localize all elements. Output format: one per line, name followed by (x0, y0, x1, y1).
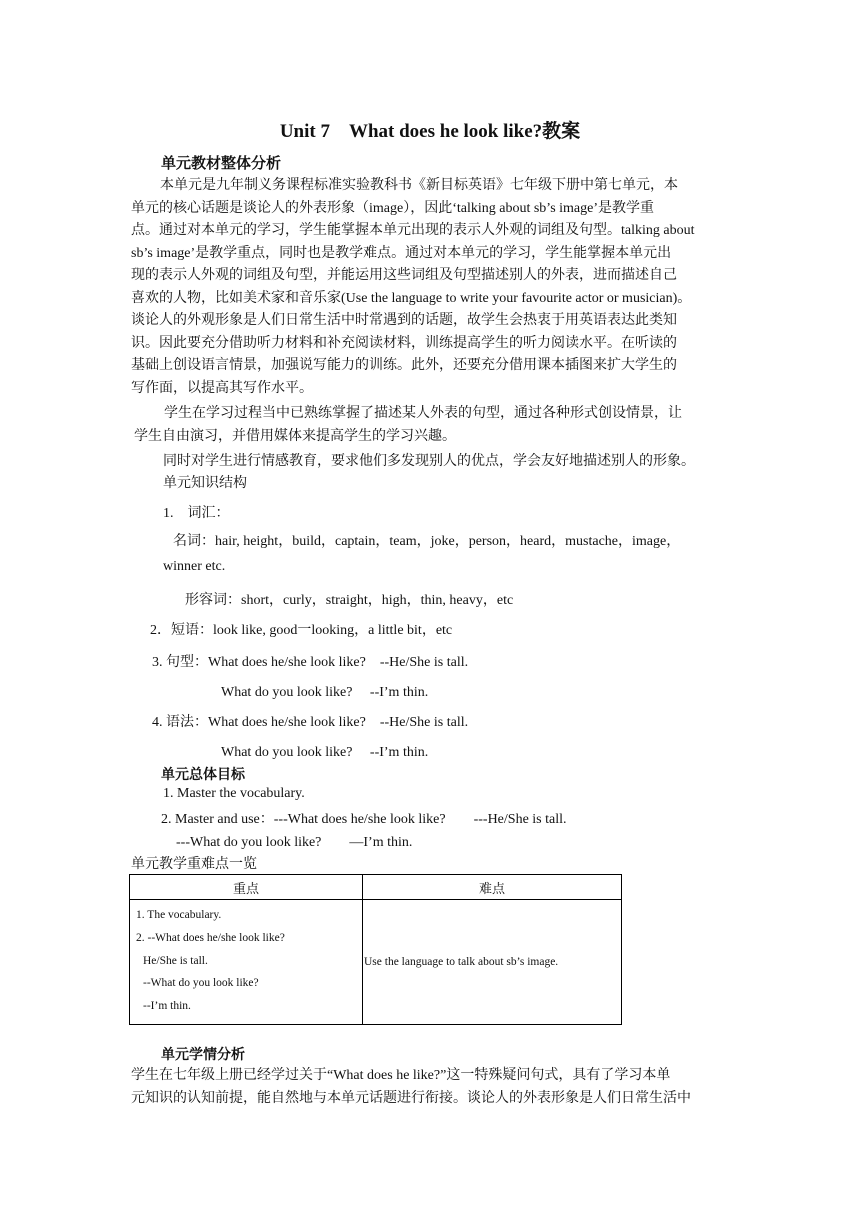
sentence-patterns-line-2: What do you look like? --I’m thin. (221, 685, 429, 700)
goals-heading: 单元总体目标 (161, 768, 245, 783)
table-header-row (130, 875, 622, 900)
goal-item-3: ---What do you look like? —I’m thin. (176, 835, 413, 850)
knowledge-structure-heading: 单元知识结构 (163, 476, 247, 491)
key-points-cell (130, 900, 363, 1025)
paragraph-line: 学生自由演习，并借用媒体来提高学生的学习兴趣。 (134, 428, 456, 444)
goal-item-1: 1. Master the vocabulary. (163, 786, 305, 801)
adjectives-line: 形容词：short，curly，straight，high，thin, heavy，etc (185, 593, 514, 608)
nouns-line: 名词：hair, height，build，captain，team，joke，person，heard，mustache，image， (173, 534, 681, 549)
goal-item-2: 2. Master and use：---What does he/she look like? ---He/She is tall. (161, 812, 567, 827)
paragraph-line: 谈论人的外观形象是人们日常生活中时常遇到的话题，故学生会热衷于用英语表达此类知 (131, 313, 677, 328)
table-caption: 单元教学重难点一览 (131, 857, 257, 872)
key-difficult-points-table (129, 874, 622, 1025)
cell-line: 2. --What does he/she look like? (136, 931, 285, 944)
sentence-patterns-line: 3. 句型：What does he/she look like? --He/She is tall. (152, 655, 469, 670)
phrases-line: 2．短语：look like, good一looking，a little bit，etc (150, 623, 453, 638)
table-row (130, 900, 622, 1025)
learner-analysis-heading: 单元学情分析 (161, 1048, 245, 1063)
paragraph-line: 基础上创设语言情景，加强说写能力的训练。此外，还要充分借用课本插图来扩大学生的 (131, 358, 677, 373)
difficult-points-cell: Use the language to talk about sb’s image. (363, 900, 622, 1025)
cell-line: --I’m thin. (143, 1000, 191, 1013)
grammar-line-2: What do you look like? --I’m thin. (221, 745, 429, 760)
paragraph-line: 元知识的认知前提，能自然地与本单元话题进行衔接。谈论人的外表形象是人们日常生活中 (131, 1090, 691, 1106)
cell-line: --What do you look like? (143, 977, 259, 990)
analysis-paragraph-2 (134, 403, 734, 448)
paragraph-line: 学生在七年级上册已经学过关于“What does he like?”这一特殊疑问句式，具有了学习本单 (131, 1068, 671, 1083)
paragraph-line: 单元的核心话题是谈论人的外表形象（image），因此‘talking about sb’s image’是教学重 (131, 200, 655, 216)
nouns-line-continued: winner etc. (163, 559, 226, 574)
paragraph-line: 点。通过对本单元的学习，学生能掌握本单元出现的表示人外观的词组及句型。talking about (131, 223, 695, 238)
paragraph-line: 本单元是九年制义务课程标准实验教科书《新目标英语》七年级下册中第七单元，本 (160, 178, 678, 193)
cell-line: He/She is tall. (143, 954, 208, 967)
grammar-line: 4. 语法：What does he/she look like? --He/She is tall. (152, 715, 469, 730)
cell-line: 1. The vocabulary. (136, 909, 222, 921)
paragraph-line: 识。因此要充分借助听力材料和补充阅读材料，训练提高学生的听力阅读水平。在听读的 (131, 335, 677, 351)
paragraph-line: 学生在学习过程当中已熟练掌握了描述某人外表的句型，通过各种形式创设情景，让 (164, 406, 682, 421)
analysis-paragraph-1 (131, 175, 731, 400)
table-header-difficult-points: 难点 (363, 875, 622, 900)
paragraph-line: sb’s image’是教学重点，同时也是教学难点。通过对本单元的学习，学生能掌握本单元出 (131, 245, 672, 261)
table-header-key-points: 重点 (130, 875, 363, 900)
analysis-paragraph-3: 同时对学生进行情感教育，要求他们多发现别人的优点，学会友好地描述别人的形象。 (163, 454, 695, 469)
page-title: Unit 7 What does he look like?教案 (279, 121, 581, 142)
paragraph-line: 现的表示人外观的词组及句型，并能运用这些词组及句型描述别人的外表，进而描述自己 (131, 268, 677, 283)
vocabulary-label: 1. 词汇： (163, 506, 230, 521)
learner-analysis-paragraph (131, 1065, 731, 1110)
section-heading-analysis: 单元教材整体分析 (161, 156, 282, 172)
paragraph-line: 写作面，以提高其写作水平。 (131, 380, 313, 396)
paragraph-line: 喜欢的人物，比如美术家和音乐家(Use the language to write your favourite actor or musician)。 (131, 290, 692, 306)
